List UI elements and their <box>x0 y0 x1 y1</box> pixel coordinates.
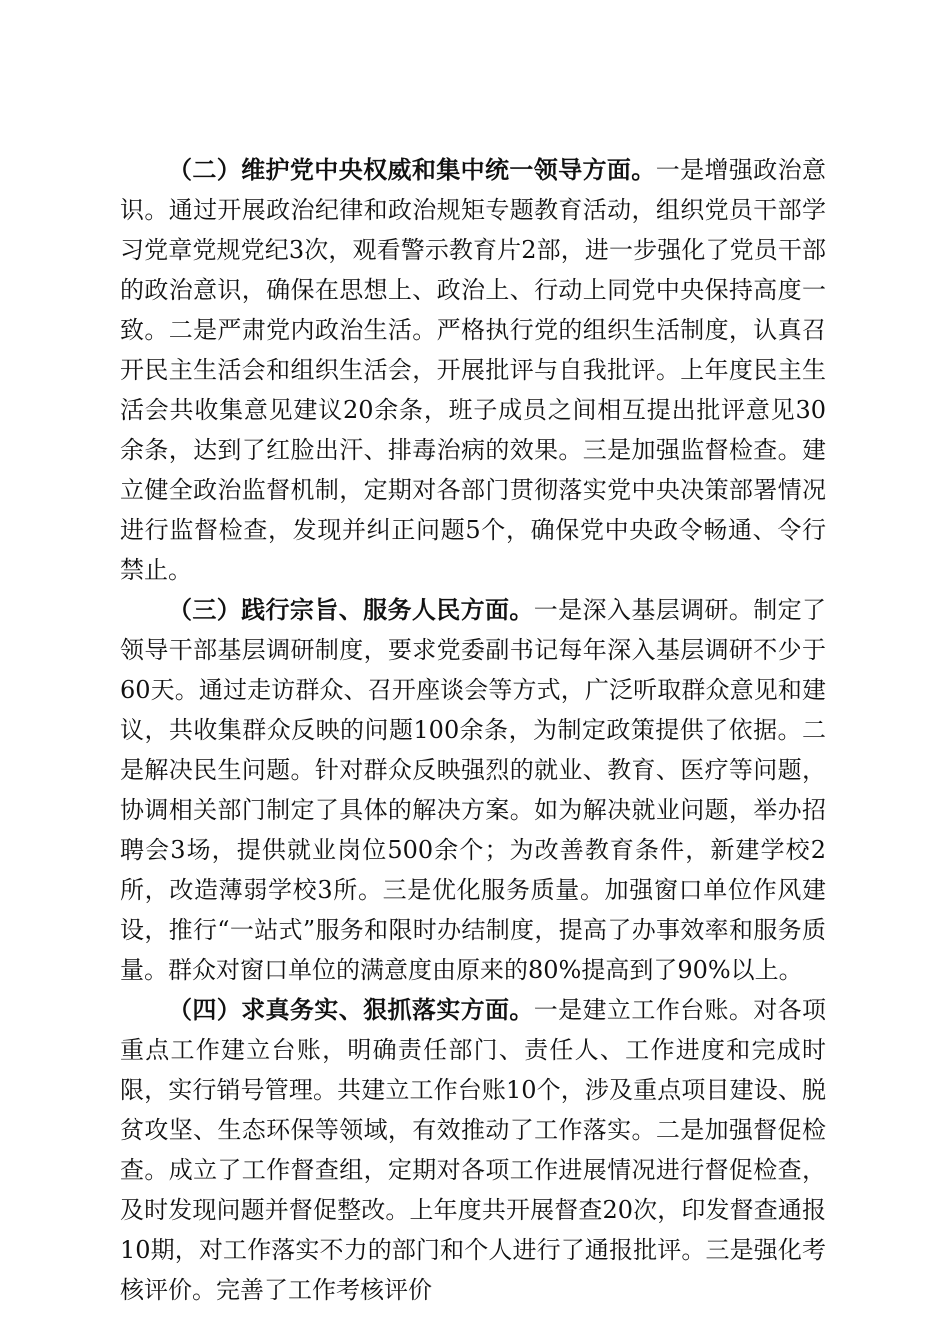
section-body: 一是建立工作台账。对各项重点工作建立台账，明确责任部门、责任人、工作进度和完成时限，实行销号管理。共建立工作台账10个，涉及重点项目建设、脱贫攻坚、生态环保等领域，有效推动了工作落实。二是加强督促检查。成立了工作督查组，定期对各项工作进展情况进行督促检查，及时发现问题并督促整改。上年度共开展督查20次，印发督查通报10期，对工作落实不力的部门和个人进行了通报批评。三是强化考核评价。完善了工作考核评价 <box>120 996 827 1304</box>
section-body: 一是增强政治意识。通过开展政治纪律和政治规矩专题教育活动，组织党员干部学习党章党规党纪3次，观看警示教育片2部，进一步强化了党员干部的政治意识，确保在思想上、政治上、行动上同党中央保持高度一致。二是严肃党内政治生活。严格执行党的组织生活制度，认真召开民主生活会和组织生活会，开展批评与自我批评。上年度民主生活会共收集意见建议20余条，班子成员之间相互提出批评意见30余条，达到了红脸出汗、排毒治病的效果。三是加强监督检查。建立健全政治监督机制，定期对各部门贯彻落实党中央决策部署情况进行监督检查，发现并纠正问题5个，确保党中央政令畅通、令行禁止。 <box>120 156 827 584</box>
document-page <box>120 150 826 1310</box>
section-heading: （三）践行宗旨、服务人民方面。 <box>168 595 534 624</box>
paragraph-section-3 <box>120 590 826 990</box>
paragraph-section-4 <box>120 990 826 1310</box>
section-heading: （二）维护党中央权威和集中统一领导方面。 <box>168 155 656 184</box>
paragraph-section-2 <box>120 150 826 590</box>
section-heading: （四）求真务实、狠抓落实方面。 <box>168 995 534 1024</box>
section-body: 一是深入基层调研。制定了领导干部基层调研制度，要求党委副书记每年深入基层调研不少于60天。通过走访群众、召开座谈会等方式，广泛听取群众意见和建议，共收集群众反映的问题100余条，为制定政策提供了依据。二是解决民生问题。针对群众反映强烈的就业、教育、医疗等问题，协调相关部门制定了具体的解决方案。如为解决就业问题，举办招聘会3场，提供就业岗位500余个；为改善教育条件，新建学校2所，改造薄弱学校3所。三是优化服务质量。加强窗口单位作风建设，推行“一站式”服务和限时办结制度，提高了办事效率和服务质量。群众对窗口单位的满意度由原来的80%提高到了90%以上。 <box>120 596 827 984</box>
